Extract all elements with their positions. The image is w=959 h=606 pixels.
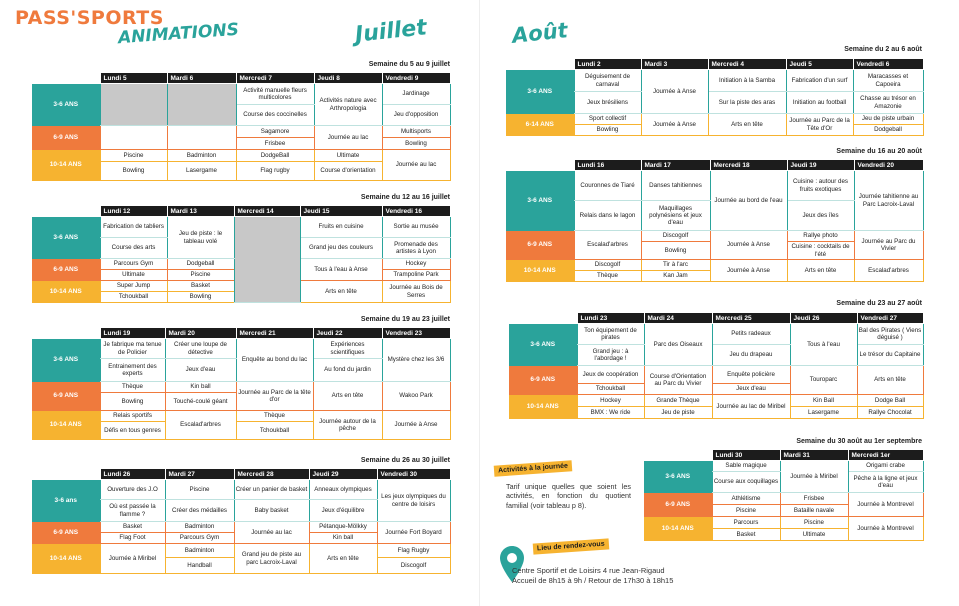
activity-cell: Touroparc	[790, 366, 857, 395]
activity-cell: Arts en tête	[708, 114, 786, 136]
activities-badge: Activités à la journée	[494, 460, 573, 476]
activity-cell: Hockey	[382, 259, 450, 270]
activity-cell: Escalad'arbres	[165, 411, 236, 440]
activity-cell: Fruits en cuisine	[300, 217, 382, 238]
week-label: Semaine du 5 au 9 juillet	[368, 61, 450, 68]
empty-cell	[644, 450, 712, 461]
schedule-week-12-16-july	[32, 205, 451, 303]
schedule-week-2-6-august	[506, 58, 924, 136]
activity-cell: Wakoo Park	[382, 382, 450, 411]
activity-cell: Basket	[167, 281, 234, 292]
activity-cell: Escalad'arbres	[854, 260, 923, 282]
day-header: Lundi 26	[100, 469, 165, 480]
activity-cell: Grande Thèque	[644, 395, 712, 407]
activity-cell: Journée à Miribel	[100, 544, 165, 574]
day-header: Mercredi 28	[234, 469, 309, 480]
activity-cell: Piscine	[780, 517, 848, 529]
activity-cell: Badminton	[165, 522, 234, 533]
activity-cell: Origami crabe	[848, 461, 923, 472]
age-group-3-6: 3-6 ANS	[32, 217, 100, 259]
activity-cell: Fabrication de tabliers	[100, 217, 167, 238]
day-header: Mardi 3	[641, 59, 708, 70]
activity-cell: Journée Fort Boyard	[377, 522, 450, 544]
activity-cell: Badminton	[165, 544, 234, 558]
activity-cell: Dodgeball	[167, 259, 234, 270]
activity-cell: Lasergame	[790, 407, 857, 419]
activity-cell: Jeux de coopération	[577, 366, 644, 384]
activity-cell: Bowling	[641, 242, 710, 260]
activity-cell: DodgeBall	[236, 150, 314, 162]
activity-cell: Initiation à la Samba	[708, 70, 786, 92]
closed-cell	[167, 84, 236, 126]
age-group-10-14: 10-14 ANS	[32, 544, 100, 574]
day-header: Lundi 2	[574, 59, 641, 70]
activity-cell: Pétanque-Mölkky	[309, 522, 377, 533]
day-header: Jeudi 22	[313, 328, 382, 339]
activity-cell: Ultimate	[100, 270, 167, 281]
activity-cell: Créer des médailles	[165, 500, 234, 522]
day-header: Vendredi 6	[853, 59, 923, 70]
day-header: Mardi 31	[780, 450, 848, 461]
activity-cell: Défis en tous genres	[100, 422, 165, 440]
activity-cell: Déguisement de carnaval	[574, 70, 641, 92]
day-header: Jeudi 15	[300, 206, 382, 217]
day-header: Lundi 30	[712, 450, 780, 461]
day-header: Lundi 23	[577, 313, 644, 324]
day-header: Mardi 27	[165, 469, 234, 480]
activity-cell: Cuisine : cocktails de l'été	[787, 242, 854, 260]
activity-cell: Tchoukball	[577, 384, 644, 395]
activity-cell: Piscine	[100, 150, 167, 162]
activity-cell: Journée autour de la pêche	[313, 411, 382, 440]
activity-cell: Dodge Ball	[857, 395, 923, 407]
activity-cell: Tchoukball	[236, 422, 313, 440]
activity-cell: Ultimate	[780, 529, 848, 541]
activity-cell: Bataille navale	[780, 505, 848, 517]
day-header: Mardi 20	[165, 328, 236, 339]
age-group-3-6: 3-6 ANS	[32, 339, 100, 382]
activity-cell: Sur la piste des aras	[708, 92, 786, 114]
activity-cell: Jeu de piste urbain	[853, 114, 923, 125]
activity-cell: Escalad'arbres	[574, 231, 641, 260]
age-group-6-9: 6-9 ANS	[32, 382, 100, 411]
activity-cell: Ton équipement de pirates	[577, 324, 644, 345]
week-label: Semaine du 16 au 20 août	[836, 148, 922, 155]
brand-title: PASS'SPORTS	[15, 7, 164, 29]
age-group-6-9: 6-9 ANS	[644, 493, 712, 517]
week-label: Semaine du 26 au 30 juillet	[360, 457, 450, 464]
age-group-3-6: 3-6 ANS	[509, 324, 577, 366]
activity-cell: Arts en tête	[300, 281, 382, 303]
activity-cell: Bowling	[574, 125, 641, 136]
activity-cell: Flag rugby	[236, 162, 314, 181]
activity-cell: Couronnes de Tiaré	[574, 171, 641, 201]
day-header: Jeudi 26	[790, 313, 857, 324]
activity-cell: Bal des Pirates ( Viens déguisé )	[857, 324, 923, 345]
week-label: Semaine du 2 au 6 août	[844, 46, 922, 53]
activity-cell: Expériences scientifiques	[313, 339, 382, 359]
activity-cell: Ouverture des J.O	[100, 480, 165, 500]
day-header: Mercredi 1er	[848, 450, 923, 461]
activity-cell: Journée au bord de l'eau	[710, 171, 787, 231]
age-group-10-14: 10-14 ANS	[509, 395, 577, 419]
age-group-6-14: 6-14 ANS	[506, 114, 574, 136]
activity-cell: Bowling	[382, 138, 450, 150]
schedule-week-19-23-july	[32, 327, 451, 440]
activity-cell: Petits radeaux	[712, 324, 790, 345]
activity-cell: Badminton	[167, 150, 236, 162]
activity-cell: Course d'Orientation au Parc du Vivier	[644, 366, 712, 395]
activity-cell: Arts en tête	[857, 366, 923, 395]
activity-cell: Basket	[100, 522, 165, 533]
animations-subtitle: ANIMATIONS	[117, 19, 240, 49]
activity-cell: Touché-coulé géant	[165, 393, 236, 411]
activity-cell: Enquête au bond du lac	[236, 339, 313, 382]
activity-cell: Piscine	[712, 505, 780, 517]
activity-cell: Parcours Gym	[100, 259, 167, 270]
activity-cell: Discogolf	[641, 231, 710, 242]
month-july: Juillet	[353, 15, 428, 48]
activity-cell: Arts en tête	[787, 260, 854, 282]
day-header: Jeudi 29	[309, 469, 377, 480]
meeting-badge: Lieu de rendez-vous	[533, 538, 609, 554]
activity-cell: Tir à l'arc	[641, 260, 710, 271]
week-label: Semaine du 19 au 23 juillet	[360, 316, 450, 323]
day-header: Mardi 13	[167, 206, 234, 217]
activity-cell: Handball	[165, 558, 234, 574]
activity-cell: Journée au lac	[382, 150, 450, 181]
age-group-10-14: 10-14 ANS	[644, 517, 712, 541]
activity-cell: BMX : We ride	[577, 407, 644, 419]
activity-cell: Cuisine : autour des fruits exotiques	[787, 171, 854, 201]
activity-cell: Jeux des îles	[787, 201, 854, 231]
meeting-hours: Accueil de 8h15 à 9h / Retour de 17h30 à 18h15	[512, 576, 674, 585]
activity-cell: Relais dans le lagon	[574, 201, 641, 231]
activity-cell: Où est passée la flamme ?	[100, 500, 165, 522]
day-header: Mercredi 18	[710, 160, 787, 171]
activity-cell: Grand jeu de piste au parc Lacroix-Laval	[234, 544, 309, 574]
empty-cell	[506, 160, 574, 171]
activity-cell: Thèque	[574, 271, 641, 282]
activity-cell: Anneaux olympiques	[309, 480, 377, 500]
activity-cell: Ultimate	[314, 150, 382, 162]
empty-cell	[506, 59, 574, 70]
schedule-week-23-27-august	[509, 312, 924, 419]
activity-cell: Jardinage	[382, 84, 450, 105]
empty-cell	[32, 206, 100, 217]
day-header: Lundi 12	[100, 206, 167, 217]
activity-cell: Basket	[712, 529, 780, 541]
activity-cell: Activité manuelle fleurs multicolores	[236, 84, 314, 105]
activity-cell: Journée au lac de Miribel	[712, 395, 790, 419]
activity-cell: Jeu de piste : le tableau volé	[167, 217, 234, 259]
day-header: Mardi 17	[641, 160, 710, 171]
activity-cell: Discogolf	[377, 558, 450, 574]
empty-cell	[32, 328, 100, 339]
activity-cell: Piscine	[167, 270, 234, 281]
activity-cell: Jeux d'eau	[165, 359, 236, 382]
activities-note: Tarif unique quelles que soient les activités, en fonction du quotient familial (voir tableau p 8).	[506, 482, 631, 510]
activity-cell: Bowling	[100, 162, 167, 181]
activity-cell: Course aux coquillages	[712, 472, 780, 493]
age-group-10-14: 10-14 ANS	[506, 260, 574, 282]
schedule-week-30-august-1-september	[644, 449, 924, 541]
activity-cell: Les jeux olympiques du centre de loisirs	[377, 480, 450, 522]
activity-cell: Chasse au trésor en Amazonie	[853, 92, 923, 114]
activity-cell: Piscine	[165, 480, 234, 500]
age-group-6-9: 6-9 ANS	[509, 366, 577, 395]
age-group-6-9: 6-9 ANS	[506, 231, 574, 260]
activity-cell: Frisbee	[780, 493, 848, 505]
activity-cell: Dodgeball	[853, 125, 923, 136]
activity-cell: Journée à Montrevel	[848, 517, 923, 541]
activity-cell: Au fond du jardin	[313, 359, 382, 382]
age-group-10-14: 10-14 ANS	[32, 150, 100, 181]
activity-cell: Rallye photo	[787, 231, 854, 242]
activity-cell: Thèque	[236, 411, 313, 422]
empty-cell	[167, 126, 236, 150]
activity-cell: Danses tahitiennes	[641, 171, 710, 201]
activity-cell: Bowling	[167, 292, 234, 303]
activity-cell: Tous à l'eau	[790, 324, 857, 366]
week-label: Semaine du 12 au 16 juillet	[360, 194, 450, 201]
activity-cell: Arts en tête	[309, 544, 377, 574]
activity-cell: Athlétisme	[712, 493, 780, 505]
day-header: Vendredi 20	[854, 160, 923, 171]
activity-cell: Journée tahitienne au Parc Lacroix-Laval	[854, 171, 923, 231]
day-header: Mardi 6	[167, 73, 236, 84]
activity-cell: Grand jeu : à l'abordage !	[577, 345, 644, 366]
activity-cell: Jeux d'équilibre	[309, 500, 377, 522]
activity-cell: Activités nature avec Arthropologia	[314, 84, 382, 126]
activity-cell: Journée à Anse	[382, 411, 450, 440]
activity-cell: Rallye Chocolat	[857, 407, 923, 419]
activity-cell: Jeux brésiliens	[574, 92, 641, 114]
activity-cell: Mystère chez les 3/6	[382, 339, 450, 382]
activity-cell: Parcours	[712, 517, 780, 529]
activity-cell: Journée à Anse	[710, 260, 787, 282]
activity-cell: Thèque	[100, 382, 165, 393]
activity-cell: Frisbee	[236, 138, 314, 150]
activity-cell: Créer une loupe de détective	[165, 339, 236, 359]
day-header: Vendredi 23	[382, 328, 450, 339]
week-label: Semaine du 30 août au 1er septembre	[796, 438, 922, 445]
day-header: Vendredi 9	[382, 73, 450, 84]
age-group-3-6: 3-6 ans	[32, 480, 100, 522]
activity-cell: Promenade des artistes à Lyon	[382, 238, 450, 259]
meeting-address: Centre Sportif et de Loisirs 4 rue Jean-Rigaud	[512, 566, 665, 575]
page-fold	[479, 0, 480, 606]
activity-cell: Grand jeu des couleurs	[300, 238, 382, 259]
activity-cell: Journée au Parc du Vivier	[854, 231, 923, 260]
activity-cell: Journée à Anse	[641, 114, 708, 136]
activity-cell: Je fabrique ma tenue de Policier	[100, 339, 165, 359]
empty-cell	[100, 126, 167, 150]
day-header: Jeudi 8	[314, 73, 382, 84]
activity-cell: Journée à Montrevel	[848, 493, 923, 517]
day-header: Vendredi 30	[377, 469, 450, 480]
activity-cell: Journée au Parc de la Tête d'Or	[786, 114, 853, 136]
day-header: Mercredi 25	[712, 313, 790, 324]
age-group-6-9: 6-9 ANS	[32, 522, 100, 544]
age-group-3-6: 3-6 ANS	[506, 171, 574, 231]
day-header: Mercredi 4	[708, 59, 786, 70]
activity-cell: Parcours Gym	[165, 533, 234, 544]
day-header: Jeudi 19	[787, 160, 854, 171]
activity-cell: Entrainement des experts	[100, 359, 165, 382]
day-header: Vendredi 16	[382, 206, 450, 217]
activity-cell: Créer un panier de basket	[234, 480, 309, 500]
month-august: Août	[510, 18, 569, 48]
activity-cell: Le trésor du Capitaine	[857, 345, 923, 366]
activity-cell: Kin ball	[309, 533, 377, 544]
day-header: Mardi 24	[644, 313, 712, 324]
activity-cell: Parc des Oiseaux	[644, 324, 712, 366]
schedule-week-5-9-july	[32, 72, 451, 181]
age-group-6-9: 6-9 ANS	[32, 259, 100, 281]
closed-cell	[234, 217, 300, 303]
activity-cell: Hockey	[577, 395, 644, 407]
age-group-3-6: 3-6 ANS	[32, 84, 100, 126]
activity-cell: Sortie au musée	[382, 217, 450, 238]
day-header: Lundi 16	[574, 160, 641, 171]
day-header: Mercredi 7	[236, 73, 314, 84]
day-header: Vendredi 27	[857, 313, 923, 324]
activity-cell: Multisports	[382, 126, 450, 138]
activity-cell: Super Jump	[100, 281, 167, 292]
activity-cell: Journée à Anse	[641, 70, 708, 114]
schedule-week-26-30-july	[32, 468, 451, 574]
activity-cell: Fabrication d'un surf	[786, 70, 853, 92]
activity-cell: Tous à l'eau à Anse	[300, 259, 382, 281]
activity-cell: Relais sportifs	[100, 411, 165, 422]
activity-cell: Jeux d'eau	[712, 384, 790, 395]
activity-cell: Course des arts	[100, 238, 167, 259]
age-group-3-6: 3-6 ANS	[506, 70, 574, 114]
activity-cell: Kin ball	[165, 382, 236, 393]
activity-cell: Kan Jam	[641, 271, 710, 282]
activity-cell: Sagamore	[236, 126, 314, 138]
age-group-10-14: 10-14 ANS	[32, 281, 100, 303]
activity-cell: Pêche à la ligne et jeux d'eau	[848, 472, 923, 493]
day-header: Mercredi 21	[236, 328, 313, 339]
week-label: Semaine du 23 au 27 août	[836, 300, 922, 307]
closed-cell	[100, 84, 167, 126]
activity-cell: Kin Ball	[790, 395, 857, 407]
activity-cell: Course d'orientation	[314, 162, 382, 181]
age-group-3-6: 3-6 ANS	[644, 461, 712, 493]
day-header: Mercredi 14	[234, 206, 300, 217]
activity-cell: Maracasses et Capoeira	[853, 70, 923, 92]
activity-cell: Journée au Parc de la tête d'or	[236, 382, 313, 411]
day-header: Lundi 19	[100, 328, 165, 339]
activity-cell: Enquête policière	[712, 366, 790, 384]
activity-cell: Maquillages polynésiens et jeux d'eau	[641, 201, 710, 231]
activity-cell: Flag Rugby	[377, 544, 450, 558]
activity-cell: Trampoline Park	[382, 270, 450, 281]
activity-cell: Lasergame	[167, 162, 236, 181]
activity-cell: Arts en tête	[313, 382, 382, 411]
empty-cell	[32, 469, 100, 480]
activity-cell: Sable magique	[712, 461, 780, 472]
activity-cell: Discogolf	[574, 260, 641, 271]
schedule-week-16-20-august	[506, 159, 924, 282]
activity-cell: Journée à Anse	[710, 231, 787, 260]
activity-cell: Initiation au football	[786, 92, 853, 114]
activity-cell: Journée au lac	[314, 126, 382, 150]
empty-cell	[509, 313, 577, 324]
activity-cell: Journée à Miribel	[780, 461, 848, 493]
activity-cell: Baby basket	[234, 500, 309, 522]
activity-cell: Course des coccinelles	[236, 105, 314, 126]
activity-cell: Bowling	[100, 393, 165, 411]
activity-cell: Sport collectif	[574, 114, 641, 125]
day-header: Lundi 5	[100, 73, 167, 84]
activity-cell: Flag Foot	[100, 533, 165, 544]
day-header: Jeudi 5	[786, 59, 853, 70]
activity-cell: Jeu de piste	[644, 407, 712, 419]
age-group-10-14: 10-14 ANS	[32, 411, 100, 440]
activity-cell: Jeu d'opposition	[382, 105, 450, 126]
activity-cell: Tchoukball	[100, 292, 167, 303]
empty-cell	[32, 73, 100, 84]
activity-cell: Jeu du drapeau	[712, 345, 790, 366]
age-group-6-9: 6-9 ANS	[32, 126, 100, 150]
activity-cell: Journée au Bois de Serres	[382, 281, 450, 303]
activity-cell: Journée au lac	[234, 522, 309, 544]
